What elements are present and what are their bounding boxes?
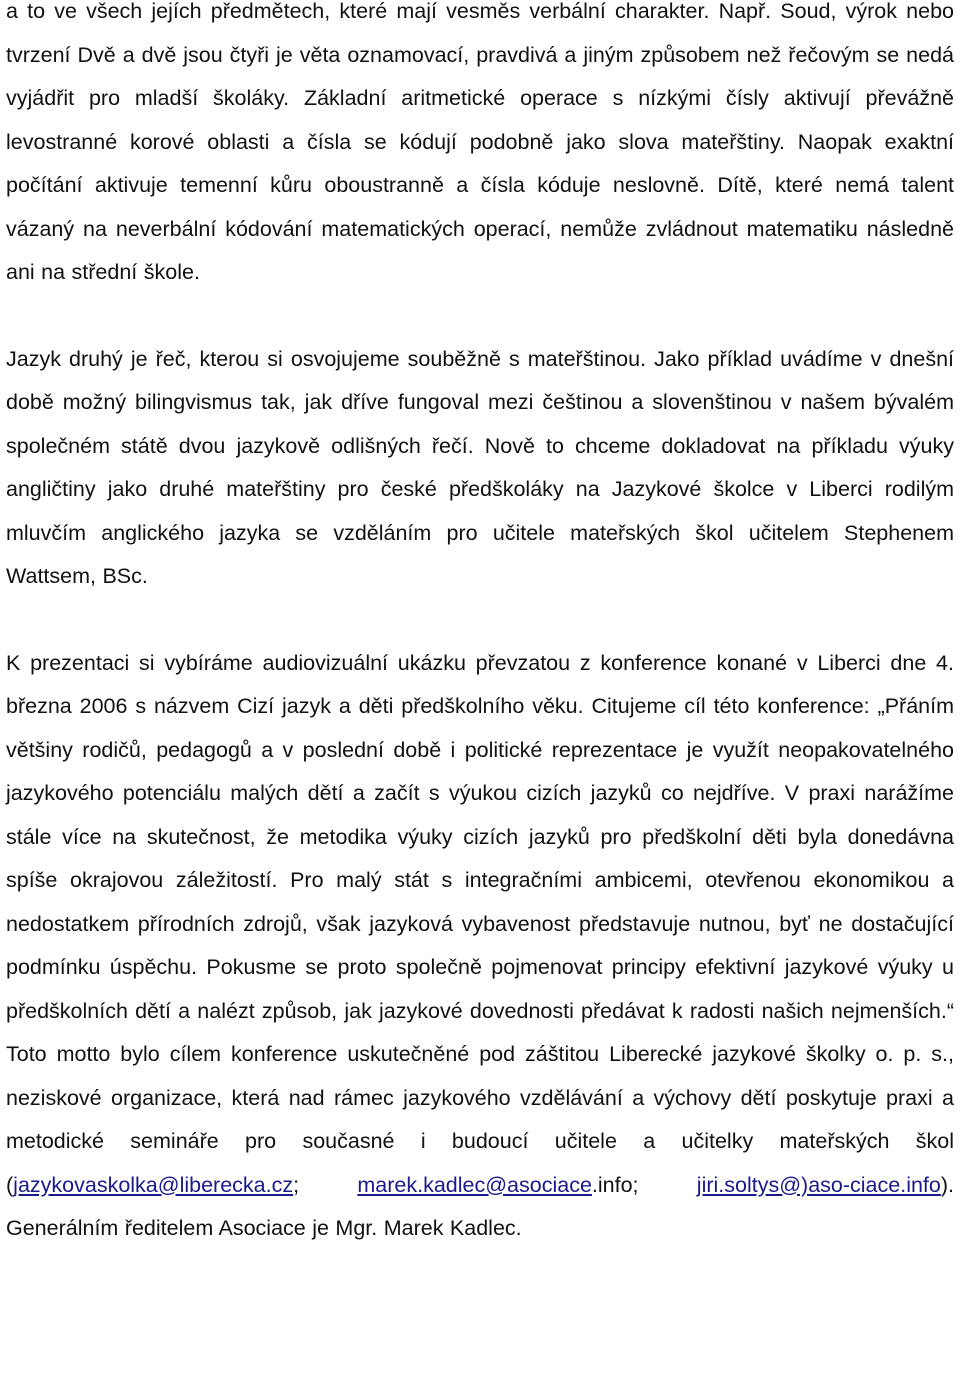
paragraph-spacer: [6, 295, 954, 338]
conference-closing-text: ). Generálním ředitelem Asociace je Mgr. Marek Kadlec.: [6, 1172, 954, 1240]
paragraph-conference: [6, 642, 954, 1251]
paragraph-second-language: Jazyk druhý je řeč, kterou si osvojujeme souběžně s mateřštinou. Jako příklad uvádíme v dnešní době možný bilingvismus tak, jak dříve fungoval mezi češtinou a slovenštinou v našem bývalém společném státě dvou jazykově odlišných řečí. Nově to chceme dokladovat na příkladu výuky angličtiny jako druhé mateřštiny pro české předškoláky na Jazykové školce v Liberci rodilým mluvčím anglického jazyka se vzděláním pro učitele mateřských škol učitelem Stephenem Wattsem, BSc.: [6, 346, 954, 588]
email-link-soltys[interactable]: jiri.soltys@)aso-ciace.info: [696, 1172, 941, 1197]
link-suffix-text: .info;: [591, 1172, 697, 1197]
conference-text: K prezentaci si vybíráme audiovizuální ukázku převzatou z konference konané v Liberci dne 4. března 2006 s názvem Cizí jazyk a děti předškolního věku. Citujeme cíl této konference: „Přáním většiny rodičů, pedagogů a v poslední době i politické reprezentace je využít neopakovatelného jazykového potenciálu malých dětí a začít s výukou cizích jazyků co nejdříve. V praxi narážíme stále více na skutečnost, že metodika výuky cizích jazyků pro předškolní děti byla donedávna spíše okrajovou záležitostí. Pro malý stát s integračními ambicemi, otevřenou ekonomikou a nedostatkem přírodních zdrojů, však jazyková vybavenost představuje nutnou, byť ne dostačující podmínku úspěchu. Pokusme se proto společně pojmenovat principy efektivní jazykové výuky u předškolních dětí a nalézt způsob, jak jazykové dovednosti předávat k radosti našich nejmenších.“ Toto motto bylo cílem konference uskutečněné pod záštitou Liberecké jazykové školky o. p. s., neziskové organizace, která nad rámec jazykového vzdělávání a výchovy dětí poskytuje praxi a metodické semináře pro současné i budoucí učitele a učitelky mateřských škol (: [6, 650, 954, 1197]
paragraph-spacer: [6, 599, 954, 642]
email-link-jazykovaskolka[interactable]: jazykovaskolka@liberecka.cz: [13, 1172, 294, 1197]
email-link-kadlec[interactable]: marek.kadlec@asociace: [357, 1172, 592, 1197]
link-separator: ;: [293, 1172, 358, 1197]
paragraph-brain-mathematics: a to ve všech jejích předmětech, které mají vesměs verbální charakter. Např. Soud, výrok nebo tvrzení Dvě a dvě jsou čtyři je věta oznamovací, pravdivá a jiným způsobem než řečovým se nedá vyjádřit pro mladší školáky. Základní aritmetické operace s nízkými čísly aktivují převážně levostranné korové oblasti a čísla se kódují podobně jako slova mateřštiny. Naopak exaktní počítání aktivuje temenní kůru oboustranně a čísla kóduje neslovně. Dítě, které nemá talent vázaný na neverbální kódování matematických operací, nemůže zvládnout matematiku následně ani na střední škole.: [6, 0, 954, 284]
